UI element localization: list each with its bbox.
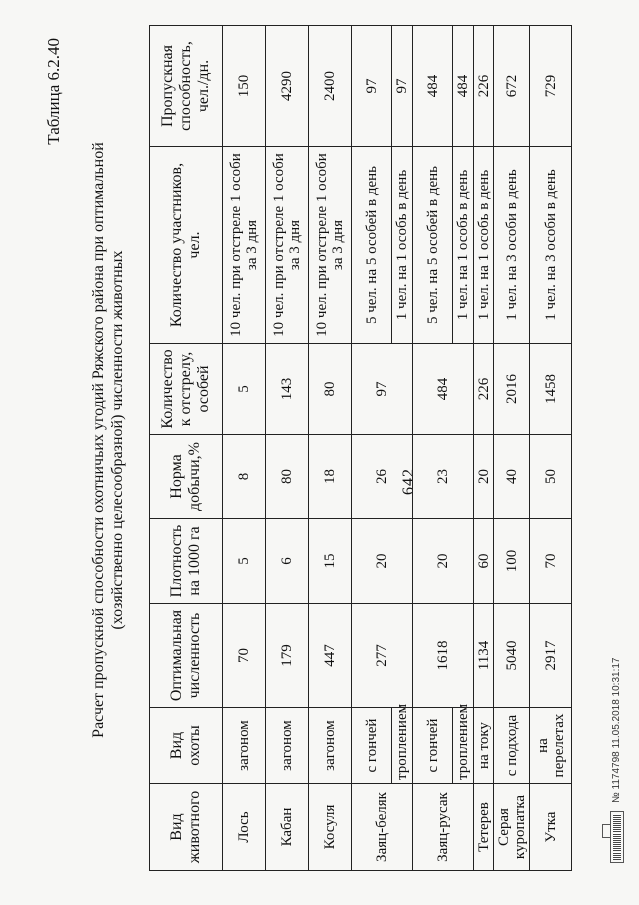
cell-hunt: загоном <box>266 708 309 784</box>
cell-hunt: с подхода <box>494 708 530 784</box>
cell-density: 70 <box>530 519 572 604</box>
cell-quantity: 143 <box>266 344 309 435</box>
cell-density: 20 <box>352 519 413 604</box>
cell-quantity: 97 <box>352 344 413 435</box>
cell-capacity: 2400 <box>309 26 352 147</box>
table-row <box>309 26 352 871</box>
cell-participants: 1 чел. на 1 особь в день <box>474 147 494 344</box>
cell-hunt: на перелетах <box>530 708 572 784</box>
cell-capacity: 97 <box>392 26 413 147</box>
cell-participants: 1 чел. на 1 особь в день <box>392 147 413 344</box>
cell-hunt: троплением <box>392 708 413 784</box>
document-footer <box>608 271 628 871</box>
registration-stamp-icon <box>610 811 624 863</box>
header-optimal: Оптимальная численность <box>150 604 223 708</box>
header-hunt-type: Вид охоты <box>150 708 223 784</box>
cell-density: 15 <box>309 519 352 604</box>
cell-capacity: 226 <box>474 26 494 147</box>
cell-capacity: 484 <box>453 26 474 147</box>
cell-quantity: 226 <box>474 344 494 435</box>
table-row <box>413 26 453 871</box>
cell-participants: 1 чел. на 3 особи в день <box>494 147 530 344</box>
cell-capacity: 4290 <box>266 26 309 147</box>
cell-norm: 8 <box>223 435 266 519</box>
cell-species: Тетерев <box>474 784 494 871</box>
table-row <box>352 26 392 871</box>
cell-optimal: 2917 <box>530 604 572 708</box>
cell-species: Косуля <box>309 784 352 871</box>
cell-optimal: 277 <box>352 604 413 708</box>
header-participants: Количество участников, чел. <box>150 147 223 344</box>
header-quantity: Количество к отстрелу, особей <box>150 344 223 435</box>
cell-norm: 40 <box>494 435 530 519</box>
table-row <box>266 26 309 871</box>
cell-capacity: 97 <box>352 26 392 147</box>
cell-optimal: 70 <box>223 604 266 708</box>
cell-species: Кабан <box>266 784 309 871</box>
cell-hunt: загоном <box>223 708 266 784</box>
cell-species: Серая куропатка <box>494 784 530 871</box>
document-number: № 1174798 11.05.2018 10:31:17 <box>611 657 622 803</box>
title-line-2: (хозяйственно целесообразной) численности животных <box>109 250 126 630</box>
cell-capacity: 484 <box>413 26 453 147</box>
cell-density: 100 <box>494 519 530 604</box>
cell-species: Утка <box>530 784 572 871</box>
cell-species: Лось <box>223 784 266 871</box>
header-species: Вид животного <box>150 784 223 871</box>
cell-capacity: 150 <box>223 26 266 147</box>
cell-participants: 5 чел. на 5 особей в день <box>413 147 453 344</box>
cell-participants: 1 чел. на 1 особь в день <box>453 147 474 344</box>
header-norm: Норма добычи,% <box>150 435 223 519</box>
cell-density: 60 <box>474 519 494 604</box>
cell-participants: 10 чел. при отстреле 1 особи за 3 дня <box>309 147 352 344</box>
capacity-table <box>149 25 572 871</box>
cell-species: Заяц-беляк <box>352 784 413 871</box>
cell-participants: 1 чел. на 3 особи в день <box>530 147 572 344</box>
cell-norm: 23 <box>413 435 474 519</box>
cell-density: 6 <box>266 519 309 604</box>
title-line-1: Расчет пропускной способности охотничьих угодий Ряжского района при оптимальной <box>90 142 107 738</box>
cell-quantity: 2016 <box>494 344 530 435</box>
cell-optimal: 447 <box>309 604 352 708</box>
table-title <box>89 30 127 850</box>
cell-norm: 20 <box>474 435 494 519</box>
cell-participants: 5 чел. на 5 особей в день <box>352 147 392 344</box>
cell-norm: 80 <box>266 435 309 519</box>
cell-norm: 26 <box>352 435 413 519</box>
table-row <box>530 26 572 871</box>
cell-species: Заяц-русак <box>413 784 474 871</box>
cell-participants: 10 чел. при отстреле 1 особи за 3 дня <box>223 147 266 344</box>
cell-density: 20 <box>413 519 474 604</box>
cell-hunt: с гончей <box>413 708 453 784</box>
cell-quantity: 80 <box>309 344 352 435</box>
cell-hunt: с гончей <box>352 708 392 784</box>
header-density: Плотность на 1000 га <box>150 519 223 604</box>
cell-norm: 50 <box>530 435 572 519</box>
table-header-row <box>150 26 223 871</box>
cell-participants: 10 чел. при отстреле 1 особи за 3 дня <box>266 147 309 344</box>
cell-hunt: загоном <box>309 708 352 784</box>
cell-optimal: 1134 <box>474 604 494 708</box>
table-row <box>474 26 494 871</box>
cell-hunt: на току <box>474 708 494 784</box>
cell-quantity: 5 <box>223 344 266 435</box>
cell-optimal: 1618 <box>413 604 474 708</box>
cell-density: 5 <box>223 519 266 604</box>
table-row <box>494 26 530 871</box>
cell-optimal: 179 <box>266 604 309 708</box>
cell-norm: 18 <box>309 435 352 519</box>
cell-quantity: 1458 <box>530 344 572 435</box>
table-label: Таблица 6.2.40 <box>44 38 63 145</box>
cell-quantity: 484 <box>413 344 474 435</box>
cell-capacity: 672 <box>494 26 530 147</box>
header-capacity: Пропускная способность, чел./дн. <box>150 26 223 147</box>
cell-optimal: 5040 <box>494 604 530 708</box>
cell-capacity: 729 <box>530 26 572 147</box>
table-row <box>223 26 266 871</box>
page-number: 642 <box>400 468 417 495</box>
cell-hunt: троплением <box>453 708 474 784</box>
